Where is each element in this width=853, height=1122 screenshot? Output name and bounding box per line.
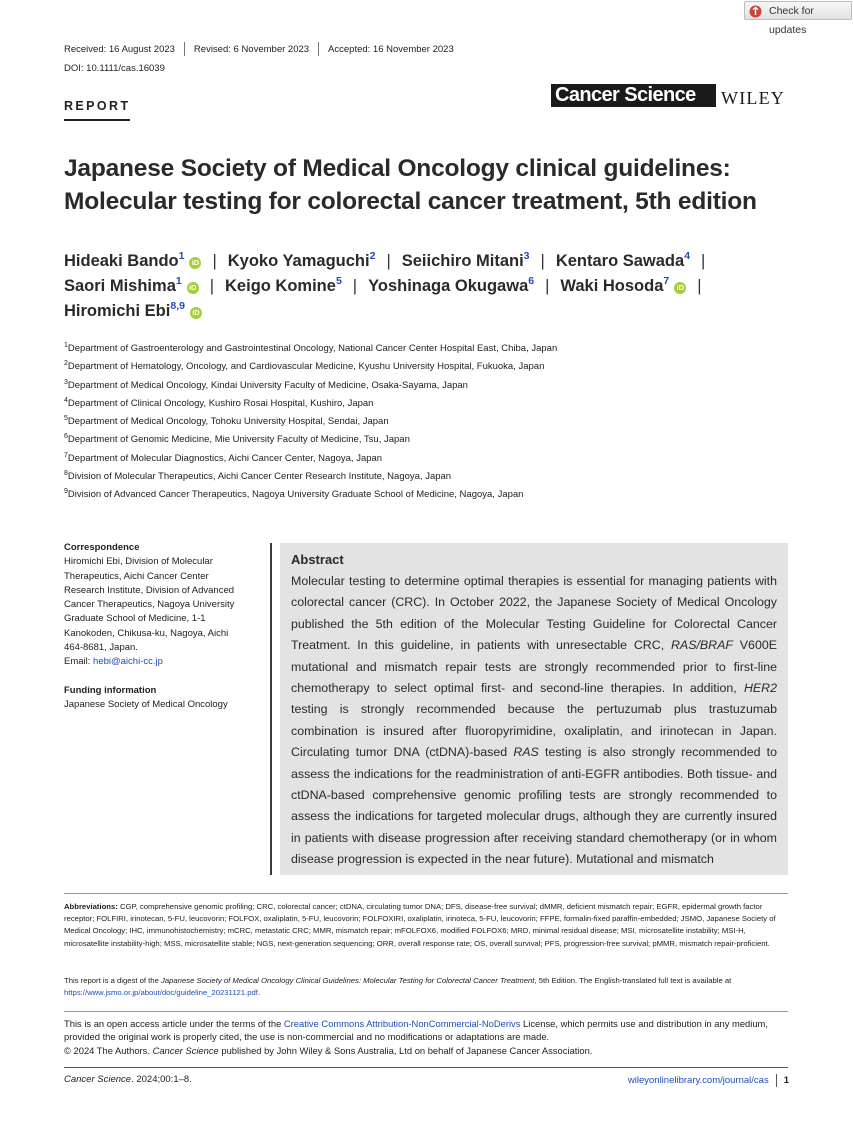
abstract-side-rule bbox=[270, 543, 272, 875]
section-label: REPORT bbox=[64, 99, 131, 113]
correspondence-block bbox=[64, 541, 259, 670]
page-number: 1 bbox=[783, 1075, 789, 1086]
author[interactable]: Kyoko Yamaguchi$^2$ bbox=[227, 250, 376, 270]
affiliation: $^7$Department of Molecular Diagnostics, Aichi Cancer Center, Nagoya, Japan bbox=[64, 451, 383, 464]
divider bbox=[318, 42, 319, 56]
correspondence-line: Therapeutics, Aichi Cancer Center bbox=[64, 570, 209, 582]
correspondence-line: 464-8681, Japan. bbox=[64, 642, 138, 654]
abstract-heading: Abstract bbox=[291, 552, 344, 567]
guideline-link[interactable]: https://www.jsmo.or.jp/about/doc/guideline_20231121.pdf bbox=[64, 988, 258, 998]
author[interactable]: Seiichiro Mitani$^3$ bbox=[401, 250, 530, 270]
funding-heading: Funding information bbox=[64, 685, 157, 696]
article-title: Japanese Society of Medical Oncology clinical guidelines: Molecular testing for colorectal cancer treatment, 5th edition bbox=[64, 155, 757, 215]
affiliation: $^8$Division of Molecular Therapeutics, Aichi Cancer Center Research Institute, Nagoya, Japan bbox=[64, 470, 452, 483]
correspondence-email: Email: hebi@aichi-cc.jp bbox=[64, 656, 163, 668]
footer-right bbox=[628, 1074, 789, 1087]
correspondence-line: Hiromichi Ebi, Division of Molecular bbox=[64, 556, 213, 568]
affiliation: $^5$Department of Medical Oncology, Tohoku University Hospital, Sendai, Japan bbox=[64, 415, 389, 428]
received-date: Received: 16 August 2023 bbox=[64, 43, 175, 55]
divider bbox=[776, 1074, 777, 1087]
doi[interactable]: DOI: 10.1111/cas.16039 bbox=[64, 63, 165, 74]
orcid-icon[interactable]: iD bbox=[187, 282, 199, 294]
affiliation: $^9$Division of Advanced Cancer Therapeutics, Nagoya University Graduate School of Medicine, Nagoya, Japan bbox=[64, 488, 524, 501]
funding-text: Japanese Society of Medical Oncology bbox=[64, 699, 228, 711]
author-separator: | bbox=[697, 277, 702, 295]
check-for-updates-label: Check for updates bbox=[769, 5, 814, 36]
author[interactable]: Keigo Komine$^5$ bbox=[225, 275, 342, 295]
correspondence-heading: Correspondence bbox=[64, 542, 140, 553]
orcid-icon[interactable]: iD bbox=[189, 257, 201, 269]
affiliation: $^1$Department of Gastroenterology and Gastrointestinal Oncology, National Cancer Center Hospital East, Chiba, Japan bbox=[64, 342, 558, 354]
affiliation: $^4$Department of Clinical Oncology, Kushiro Rosai Hospital, Kushiro, Japan bbox=[64, 396, 374, 409]
affiliation: $^6$Department of Genomic Medicine, Mie University Faculty of Medicine, Tsu, Japan bbox=[64, 433, 410, 446]
author-list bbox=[64, 249, 764, 324]
orcid-icon[interactable]: iD bbox=[674, 282, 686, 294]
author-separator: | bbox=[386, 252, 391, 270]
digest-note: This report is a digest of the Japanese Society of Medical Oncology Clinical Guidelines: Molecular Testing for Colorectal Cancer Treatment, 5th Edition. The English-translated full text is available at https://www.jsmo.or.jp/about/doc/guideline_20231121.pdf. bbox=[64, 976, 732, 998]
article-history bbox=[64, 42, 454, 56]
author[interactable]: Hideaki Bando$^1$iD bbox=[64, 252, 201, 270]
abstract-box bbox=[280, 543, 788, 875]
author-separator: | bbox=[352, 277, 358, 295]
wiley-logo: WILEY bbox=[721, 88, 785, 108]
abstract-text: Molecular testing to determine optimal therapies is essential for managing patients with colorectal cancer (CRC). In October 2022, the Japanese Society of Medical Oncology published the 5th edition of the Molecular Testing Guideline for Colorectal Cancer Treatment. In this guideline, in patients with unresectable CRC, RAS/BRAF V600E mutational and mismatch repair tests are strongly recommended prior to first-line chemotherapy to select optimal first- and second-line therapies. In addition, HER2 testing is strongly recommended because the pertuzumab plus trastuzumab combination is insured after fluoropyrimidine, oxaliplatin, and irinotecan in Japan. Circulating tumor DNA (ctDNA)-based RAS testing is also strongly recommended to assess the indications for the readministration of anti-EGFR antibodies. Both tissue- and ctDNA-based comprehensive genomic profiling tests are strongly recommended to assess the indications for targeted molecular drugs, although they are currently insured in patients with disease progression after receiving standard chemotherapy (or in whom disease progression is expected in the near future). Mutational and mismatch bbox=[291, 574, 778, 867]
check-for-updates-button[interactable] bbox=[744, 1, 852, 36]
author[interactable]: Kentaro Sawada$^4$ bbox=[555, 250, 691, 270]
abbreviations: Abbreviations: CGP, comprehensive genomic profiling; CRC, colorectal cancer; ctDNA, circulating tumor DNA; DFS, disease-free survival; dMMR, deficient mismatch repair; EGFR, epidermal growth factor receptor; FOLFIRI, irinotecan, 5-FU, leucovorin; FOLFOX, oxaliplatin, 5-FU, leucovorin; FOLFOXIRI, oxaliplatin, irinoteca, 5-FU, leucovorin; FFPE, formalin-fixed paraffin-embedded; JSMO, Japanese Society of Medical Oncology; IHC, immunohistochemistry; mCRC, metastatic CRC; MMR, mismatch repair; mFOLFOX6, modified FOLFOX6; MRD, minimal residual disease; MSI, microsatellite instability; MSI-H, microsatellite instability-high; MSS, microsatellite stable; NGS, next-generation sequencing; ORR, overall response rate; OS, overall survival; PFS, progression-free survival; pMMR, mismatch repair-proficient. bbox=[64, 902, 776, 948]
journal-logo-word2: Science bbox=[624, 84, 696, 106]
author-separator: | bbox=[209, 277, 215, 295]
divider bbox=[64, 1011, 788, 1012]
author[interactable]: Hiromichi Ebi$^{8,9}$iD bbox=[64, 302, 202, 320]
journal-url-link[interactable]: wileyonlinelibrary.com/journal/cas bbox=[627, 1075, 769, 1086]
author[interactable]: Waki Hosoda$^7$iD bbox=[560, 277, 686, 295]
correspondence-line: Graduate School of Medicine, 1-1 bbox=[64, 613, 206, 625]
author-separator: | bbox=[540, 252, 545, 270]
author-separator: | bbox=[701, 252, 706, 270]
author[interactable]: Saori Mishima$^1$iD bbox=[64, 277, 199, 295]
correspondence-line: Research Institute, Division of Advanced bbox=[64, 584, 235, 596]
affiliation: $^2$Department of Hematology, Oncology, and Cardiovascular Medicine, Kyushu University Hospital, Fukuoka, Japan bbox=[64, 360, 545, 373]
orcid-icon[interactable]: iD bbox=[190, 307, 202, 319]
divider bbox=[64, 893, 788, 894]
author-separator: | bbox=[545, 277, 550, 295]
accepted-date: Accepted: 16 November 2023 bbox=[328, 43, 454, 55]
journal-logo-word1: Cancer bbox=[555, 84, 620, 106]
revised-date: Revised: 6 November 2023 bbox=[193, 43, 310, 55]
footer-rule bbox=[64, 1067, 788, 1068]
correspondence-line: Cancer Therapeutics, Nagoya University bbox=[64, 599, 235, 611]
author-separator: | bbox=[212, 252, 217, 270]
author[interactable]: Yoshinaga Okugawa$^6$ bbox=[368, 275, 535, 295]
affiliation-list bbox=[64, 342, 784, 507]
email-link[interactable]: hebi@aichi-cc.jp bbox=[93, 656, 163, 668]
copyright: © 2024 The Authors. Cancer Science published by John Wiley & Sons Australia, Ltd on behalf of Japanese Cancer Association. bbox=[64, 1044, 593, 1056]
divider bbox=[184, 42, 185, 56]
section-label-underline bbox=[64, 119, 130, 121]
funding-block bbox=[64, 684, 259, 713]
check-updates-icon bbox=[749, 5, 762, 18]
affiliation: $^3$Department of Medical Oncology, Kindai University Faculty of Medicine, Osaka-Sayama, Japan bbox=[64, 378, 468, 391]
cancer-science-logo bbox=[551, 84, 716, 107]
correspondence-line: Kanokoden, Chikusa-ku, Nagoya, Aichi bbox=[64, 627, 229, 639]
license-note: This is an open access article under the terms of the Creative Commons Attribution-NonCommercial-NoDerivs License, which permits use and distribution in any medium, provided the original work is properly cited, the use is non-commercial and no modifications or adaptations are made. © 2024 The Authors. Cancer Science published by John Wiley & Sons Australia, Ltd on behalf of Japanese Cancer Association. bbox=[64, 1017, 788, 1057]
footer-citation: Cancer Science. 2024;00:1–8. bbox=[64, 1074, 192, 1085]
license-link[interactable]: Creative Commons Attribution-NonCommercial-NoDerivs bbox=[283, 1018, 521, 1029]
